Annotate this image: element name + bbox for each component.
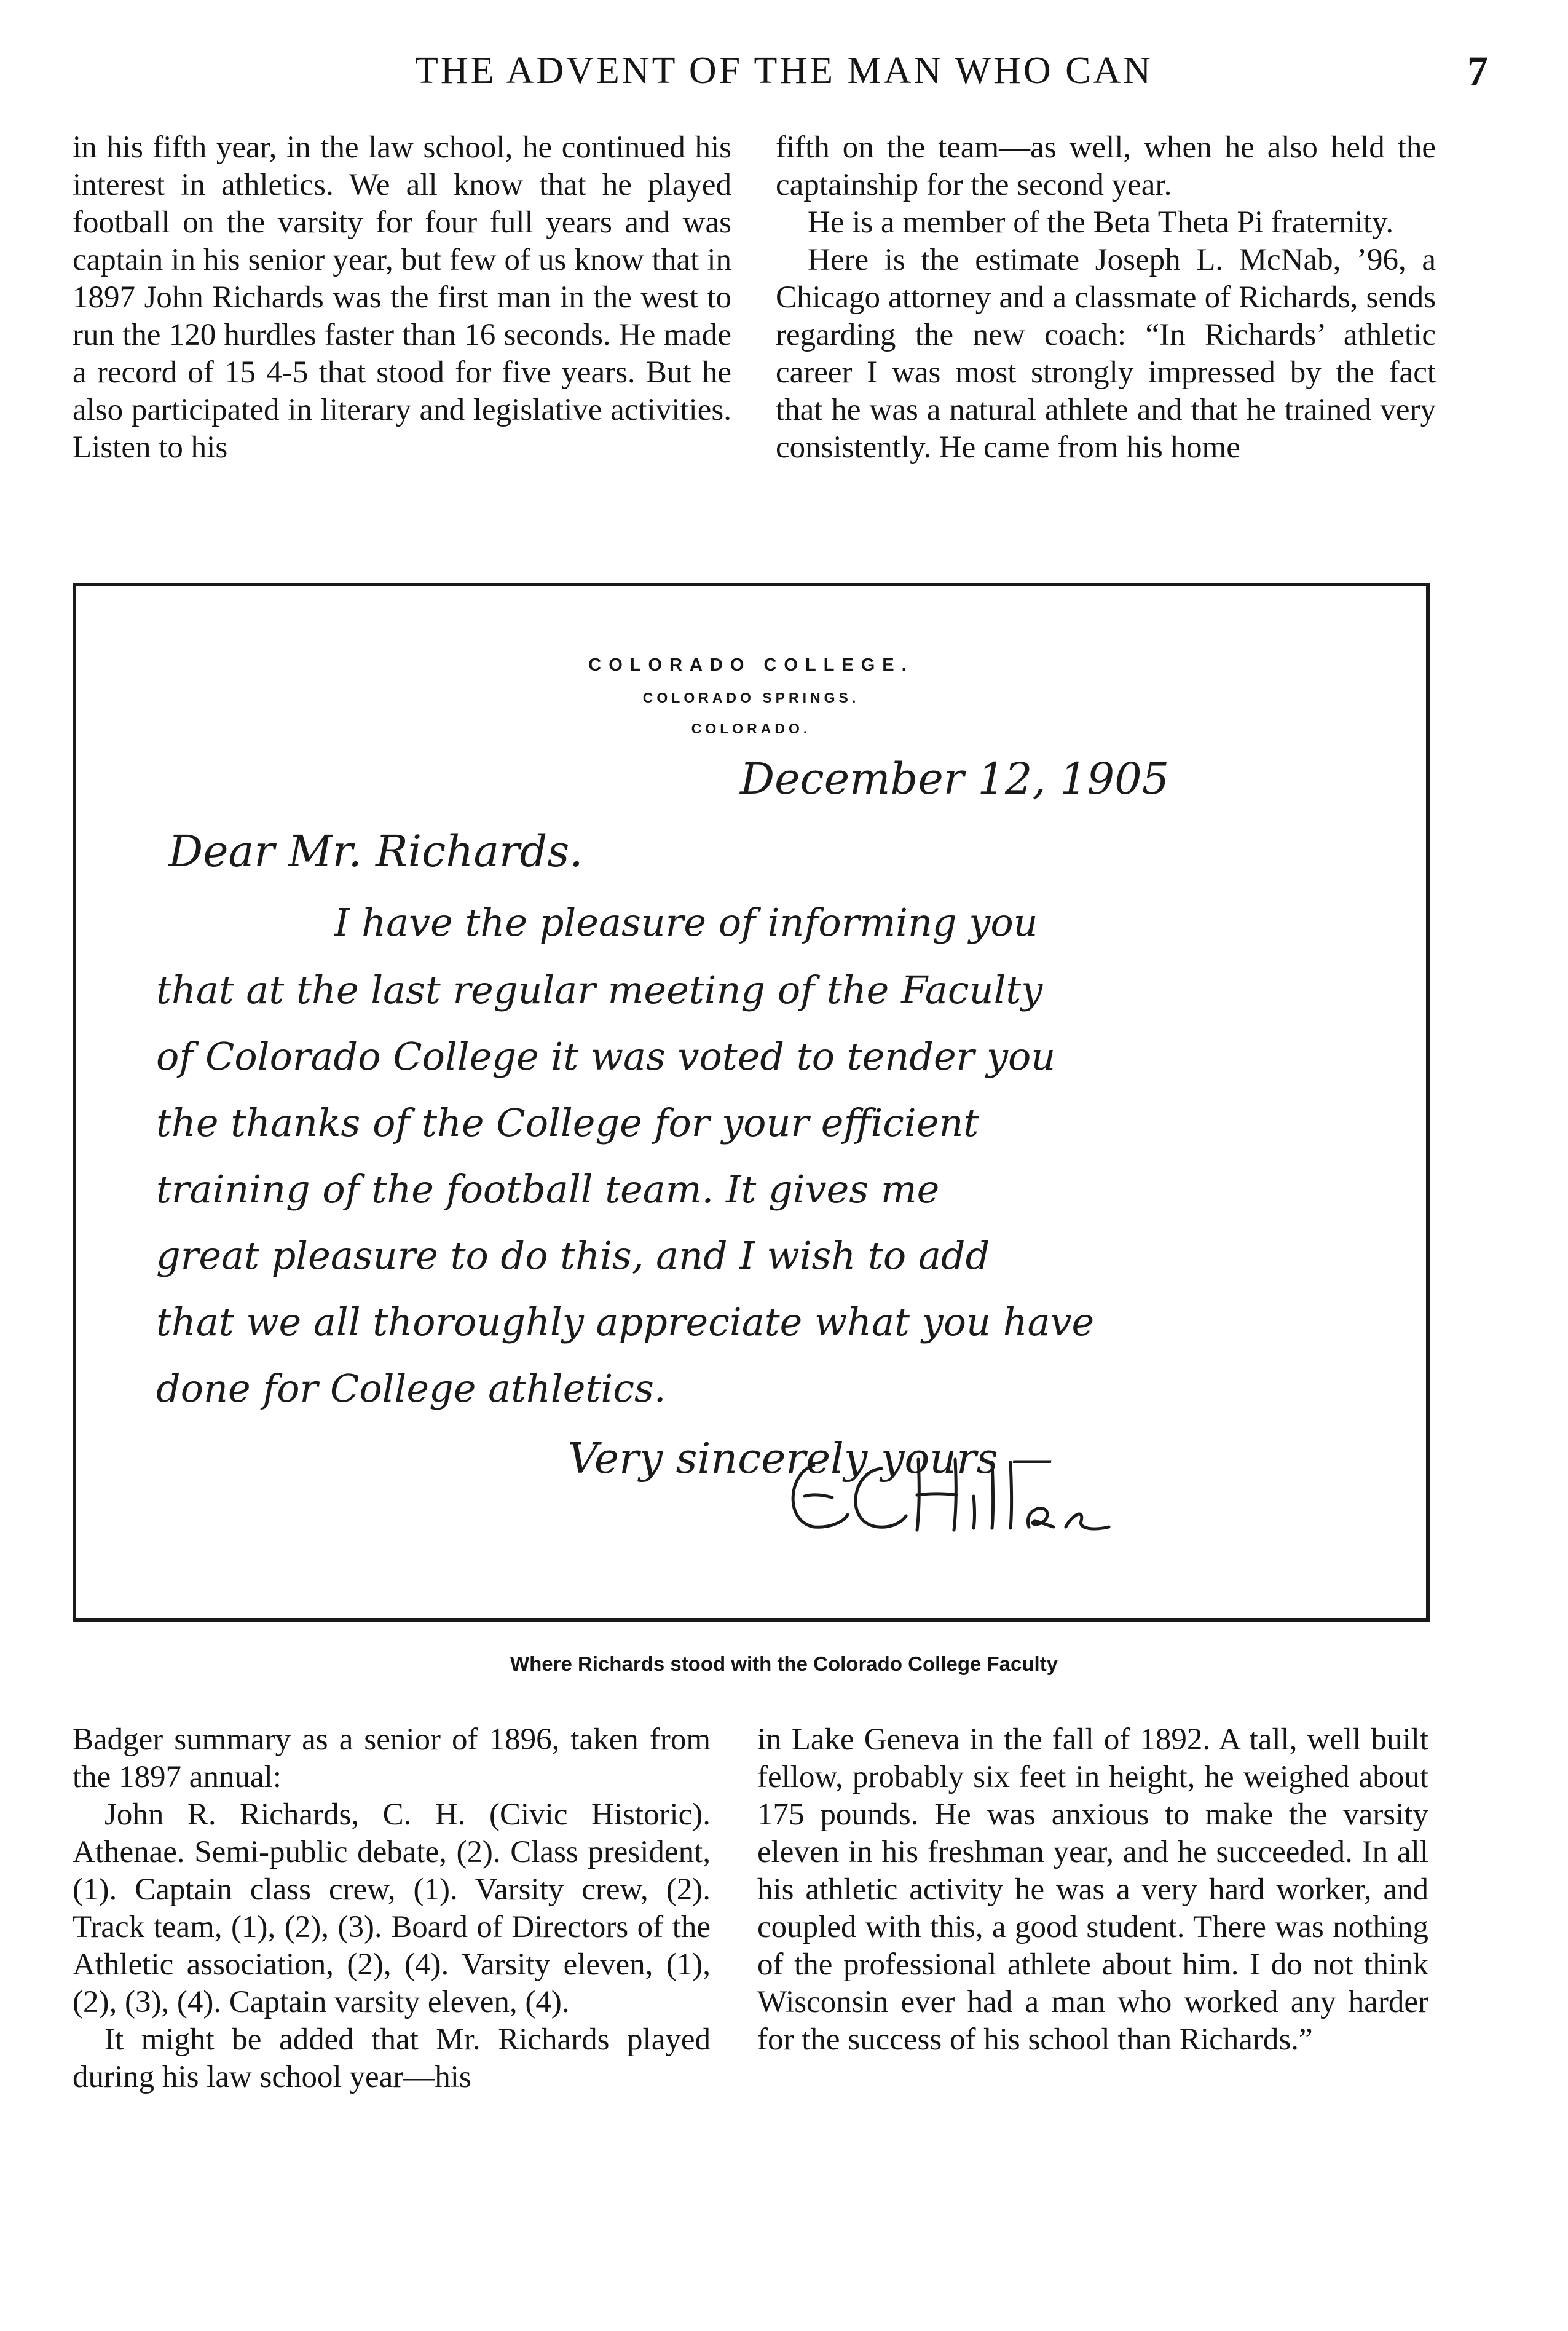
letterhead-state: COLORADO. bbox=[691, 720, 811, 736]
letter-salutation: Dear Mr. Richards. bbox=[168, 826, 583, 877]
paragraph: in his fifth year, in the law school, he continued his interest in athletics. We all know that he played football on the varsity for four full years and was captain in his senior year, but few of us know that in 1897 John Richards was the first man in the west to run the 120 hurdles faster than 16 seconds. He made a record of 15 4-5 that stood for five years. But he also participated in literary and legislative activities. Listen to his bbox=[73, 130, 731, 465]
signature bbox=[777, 1435, 1146, 1545]
letterhead-institution: COLORADO COLLEGE. bbox=[588, 655, 914, 675]
paragraph: in Lake Geneva in the fall of 1892. A tall, well built fellow, probably six feet in height, he weighed about 175 pounds. He was anxious to make the varsity eleven in his freshman year, and he succeeded. In all his athletic activity he was a very hard worker, and coupled with this, a good student. There was nothing of the professional athlete about him. I do not think Wisconsin ever had a man who worked any harder for the success of his school than Richards.” bbox=[757, 1722, 1428, 2057]
paragraph: Badger summary as a senior of 1896, taken from the 1897 annual: bbox=[73, 1722, 711, 1794]
letter-line: of Colorado College it was voted to tender you bbox=[156, 1034, 1056, 1079]
letter-facsimile bbox=[73, 583, 1430, 1622]
column-top-right bbox=[776, 129, 1436, 467]
letter-line: training of the football team. It gives me bbox=[156, 1167, 940, 1212]
paragraph: John R. Richards, C. H. (Civic Historic). Athenae. Semi-public debate, (2). Class president, (1). Captain class crew, (1). Varsity crew, (2). Track team, (1), (2), (3). Board of Directors of the Athletic association, (2), (4). Varsity eleven, (1), (2), (3), (4). Captain varsity eleven, (4). bbox=[73, 1797, 711, 2019]
letter-line: that at the last regular meeting of the Faculty bbox=[156, 968, 1043, 1012]
letter-line: the thanks of the College for your efficient bbox=[156, 1100, 979, 1145]
paragraph: Here is the estimate Joseph L. McNab, ’96, a Chicago attorney and a classmate of Richards, sends regarding the new coach: “In Richards’ athletic career I was most strongly impressed by the fact that he was a natural athlete and that he trained very consistently. He came from his home bbox=[776, 243, 1436, 465]
paragraph: He is a member of the Beta Theta Pi fraternity. bbox=[808, 205, 1394, 240]
column-bottom-left bbox=[73, 1721, 711, 2096]
letterhead-city: COLORADO SPRINGS. bbox=[642, 690, 860, 706]
letter-closing: Very sincerely yours — bbox=[568, 1435, 1054, 1483]
letter-line: great pleasure to do this, and I wish to add bbox=[156, 1233, 990, 1278]
letter-line: that we all thoroughly appreciate what you have bbox=[156, 1300, 1095, 1344]
paragraph: fifth on the team—as well, when he also held the captainship for the second year. bbox=[776, 130, 1436, 202]
letter-line: I have the pleasure of informing you bbox=[334, 900, 1038, 945]
figure-caption: Where Richards stood with the Colorado College Faculty bbox=[510, 1652, 1058, 1675]
column-bottom-right bbox=[757, 1721, 1428, 2059]
page-number: 7 bbox=[1467, 47, 1488, 94]
paragraph: It might be added that Mr. Richards played during his law school year—his bbox=[73, 2022, 711, 2094]
letter-line: done for College athletics. bbox=[156, 1366, 666, 1411]
letter-date: December 12, 1905 bbox=[740, 754, 1170, 804]
page-header bbox=[74, 43, 1494, 111]
column-top-left bbox=[73, 129, 731, 467]
running-head: THE ADVENT OF THE MAN WHO CAN bbox=[415, 50, 1153, 92]
